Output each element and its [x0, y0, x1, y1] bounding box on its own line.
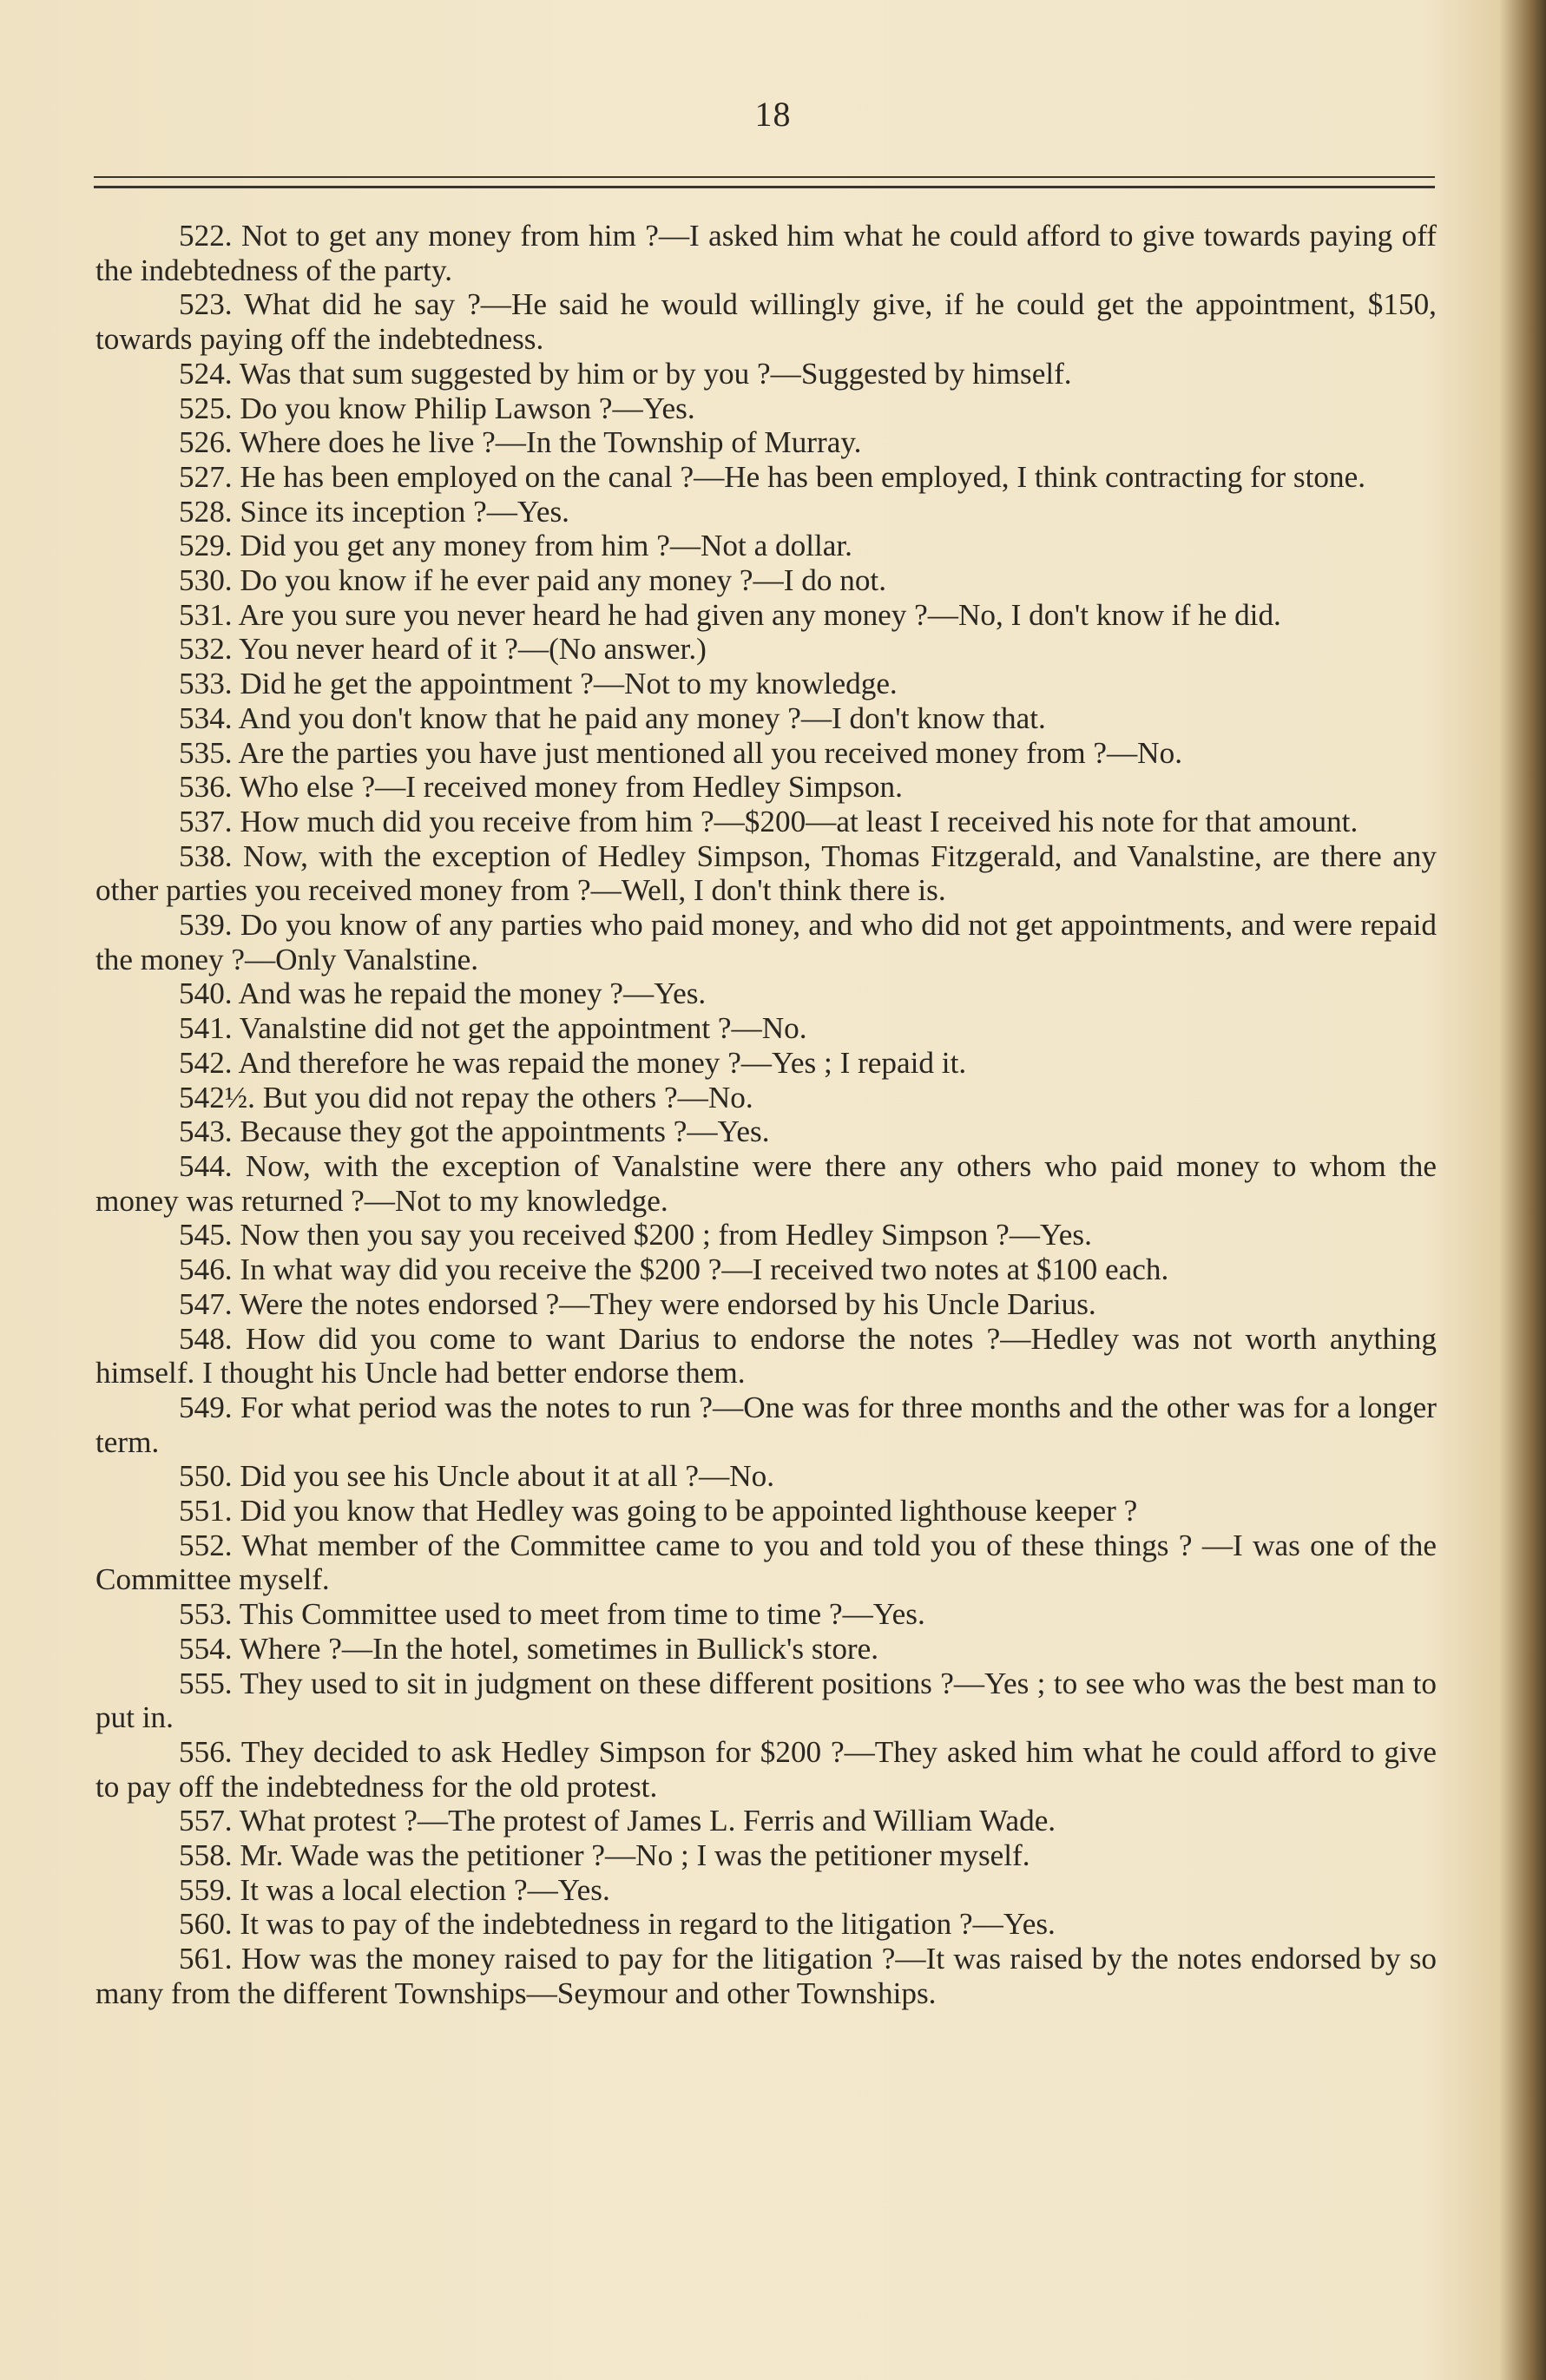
question-text: Do you know if he ever paid any money ?—I do not. [240, 563, 886, 598]
question-number: 543. [179, 1114, 233, 1149]
question-text: How was the money raised to pay for the litigation ?—It was raised by the notes endorsed by so many from the different Townships—Seymour and other Townships. [95, 1942, 1437, 2010]
testimony-paragraph [95, 1046, 1437, 1081]
question-number: 531. [179, 597, 233, 632]
testimony-paragraph [95, 1804, 1437, 1838]
question-number: 553. [179, 1597, 233, 1632]
testimony-paragraph [95, 1529, 1437, 1597]
testimony-paragraph [95, 357, 1437, 391]
question-text: Where ?—In the hotel, sometimes in Bullick's store. [239, 1631, 879, 1666]
question-number: 535. [179, 735, 233, 770]
question-text: Who else ?—I received money from Hedley Simpson. [239, 770, 903, 805]
question-text: How much did you receive from him ?—$200—at least I received his note for that amount. [240, 804, 1359, 838]
question-number: 557. [179, 1804, 233, 1838]
testimony-paragraph [95, 839, 1437, 908]
question-text: Vanalstine did not get the appointment ?—No. [239, 1011, 807, 1046]
question-number: 545. [179, 1218, 233, 1252]
testimony-paragraph [95, 1459, 1437, 1494]
question-number: 528. [179, 494, 233, 529]
question-text: They decided to ask Hedley Simpson for $200 ?—They asked him what he could afford to give to pay off the indebtedness for the old protest. [95, 1734, 1437, 1804]
question-number: 548. [179, 1321, 233, 1356]
testimony-paragraph [95, 1597, 1437, 1632]
question-text: You never heard of it ?—(No answer.) [239, 632, 707, 667]
question-number: 538. [179, 838, 233, 873]
question-number: 544. [179, 1148, 233, 1183]
question-text: What did he say ?—He said he would willingly give, if he could get the appointment, $150, towards paying off the indebtedness. [95, 287, 1437, 357]
testimony-paragraph [95, 667, 1437, 701]
testimony-paragraph [95, 563, 1437, 598]
testimony-paragraph [95, 495, 1437, 529]
question-text: How did you come to want Darius to endorse the notes ?—Hedley was not worth anything himself. I thought his Uncle had better endorse them. [95, 1321, 1437, 1391]
question-number: 552. [179, 1528, 233, 1562]
question-number: 551. [179, 1494, 233, 1529]
question-text: This Committee used to meet from time to time ?—Yes. [239, 1597, 925, 1632]
question-number: 525. [179, 391, 233, 425]
question-number: 550. [179, 1459, 233, 1494]
testimony-paragraph [95, 1942, 1437, 2010]
testimony-paragraph [95, 1838, 1437, 1873]
question-text: Mr. Wade was the petitioner ?—No ; I was the petitioner myself. [240, 1838, 1030, 1873]
question-number: 555. [179, 1666, 233, 1700]
question-number: 560. [179, 1907, 233, 1942]
testimony-paragraph [95, 1391, 1437, 1459]
header-rule-top [94, 176, 1435, 178]
question-number: 539. [179, 908, 233, 943]
question-text: Did you know that Hedley was going to be appointed lighthouse keeper ? [240, 1494, 1138, 1529]
question-number: 558. [179, 1838, 233, 1873]
question-number: 534. [179, 700, 233, 735]
question-text: Now, with the exception of Vanalstine were there any others who paid money to whom the money was returned ?—Not to my knowledge. [95, 1148, 1437, 1218]
testimony-paragraph [95, 1494, 1437, 1529]
testimony-paragraph [95, 770, 1437, 805]
question-text: Did you see his Uncle about it at all ?—No. [240, 1459, 775, 1494]
question-text: And you don't know that he paid any money ?—I don't know that. [238, 700, 1046, 735]
testimony-paragraph [95, 287, 1437, 356]
question-text: Did he get the appointment ?—Not to my knowledge. [240, 667, 898, 701]
testimony-paragraph [95, 908, 1437, 976]
question-text: Where does he live ?—In the Township of Murray. [239, 425, 862, 460]
question-text: Because they got the appointments ?—Yes. [240, 1114, 770, 1149]
question-number: 542. [179, 1045, 233, 1080]
question-text: In what way did you receive the $200 ?—I received two notes at $100 each. [240, 1252, 1169, 1287]
question-number: 526. [179, 425, 233, 460]
question-text: Do you know Philip Lawson ?—Yes. [240, 391, 695, 425]
question-text: Not to get any money from him ?—I asked him what he could afford to give towards paying off the indebtedness of the party. [95, 219, 1437, 287]
testimony-paragraph [95, 805, 1437, 839]
question-text: Now, with the exception of Hedley Simpson, Thomas Fitzgerald, and Vanalstine, are there any other parties you received money from ?—Well, I don't think there is. [95, 838, 1437, 908]
question-number: 556. [179, 1734, 233, 1769]
question-number: 524. [179, 356, 233, 391]
testimony-paragraph [95, 391, 1437, 426]
question-number: 547. [179, 1286, 233, 1321]
testimony-paragraph [95, 1873, 1437, 1908]
question-text: Are you sure you never heard he had given any money ?—No, I don't know if he did. [238, 597, 1281, 632]
testimony-paragraph [95, 1322, 1437, 1391]
question-number: 541. [179, 1011, 233, 1046]
question-number: 530. [179, 563, 233, 598]
question-text: What protest ?—The protest of James L. Ferris and William Wade. [239, 1804, 1056, 1838]
question-text: Since its inception ?—Yes. [240, 494, 569, 529]
testimony-paragraph [95, 1149, 1437, 1218]
question-text: What member of the Committee came to you and told you of these things ? —I was one of the Committee myself. [95, 1528, 1437, 1597]
question-text: And therefore he was repaid the money ?—Yes ; I repaid it. [238, 1045, 967, 1080]
testimony-text [95, 219, 1437, 2011]
question-text: He has been employed on the canal ?—He has been employed, I think contracting for stone. [240, 459, 1365, 494]
testimony-paragraph [95, 1252, 1437, 1287]
question-number: 561. [179, 1942, 233, 1976]
question-text: Now then you say you received $200 ; from Hedley Simpson ?—Yes. [240, 1218, 1092, 1252]
testimony-paragraph [95, 529, 1437, 563]
question-number: 522. [179, 219, 233, 253]
question-number: 533. [179, 667, 233, 701]
question-number: 546. [179, 1252, 233, 1287]
question-text: Do you know of any parties who paid money, and who did not get appointments, and were repaid the money ?—Only Vanalstine. [95, 908, 1437, 976]
testimony-paragraph [95, 425, 1437, 460]
question-number: 537. [179, 804, 233, 838]
testimony-paragraph [95, 632, 1437, 667]
question-number: 532. [179, 632, 233, 667]
testimony-paragraph [95, 1114, 1437, 1149]
question-text: Are the parties you have just mentioned all you received money from ?—No. [238, 735, 1182, 770]
question-number: 559. [179, 1872, 233, 1907]
question-text: It was a local election ?—Yes. [240, 1872, 610, 1907]
question-text: They used to sit in judgment on these different positions ?—Yes ; to see who was the best man to put in. [95, 1666, 1437, 1735]
testimony-paragraph [95, 598, 1437, 633]
testimony-paragraph [95, 1218, 1437, 1252]
testimony-paragraph [95, 976, 1437, 1011]
testimony-paragraph [95, 1011, 1437, 1046]
question-number: 542½. [179, 1080, 255, 1114]
question-text: Did you get any money from him ?—Not a dollar. [240, 529, 852, 563]
question-text: Were the notes endorsed ?—They were endorsed by his Uncle Darius. [239, 1286, 1096, 1321]
testimony-paragraph [95, 219, 1437, 287]
question-text: Was that sum suggested by him or by you ?—Suggested by himself. [239, 356, 1072, 391]
testimony-paragraph [95, 1081, 1437, 1115]
testimony-paragraph [95, 1287, 1437, 1322]
question-number: 536. [179, 770, 233, 805]
question-text: But you did not repay the others ?—No. [262, 1080, 753, 1114]
header-rule-bottom [94, 186, 1435, 188]
question-number: 527. [179, 459, 233, 494]
page-number: 18 [754, 95, 792, 134]
testimony-paragraph [95, 460, 1437, 495]
testimony-paragraph [95, 1735, 1437, 1804]
question-number: 523. [179, 287, 233, 322]
testimony-paragraph [95, 736, 1437, 771]
question-text: It was to pay of the indebtedness in regard to the litigation ?—Yes. [240, 1907, 1056, 1942]
question-number: 549. [179, 1390, 233, 1424]
question-number: 529. [179, 529, 233, 563]
question-number: 540. [179, 976, 233, 1011]
question-number: 554. [179, 1631, 233, 1666]
question-text: For what period was the notes to run ?—One was for three months and the other was for a longer term. [95, 1390, 1437, 1459]
testimony-paragraph [95, 1632, 1437, 1667]
question-text: And was he repaid the money ?—Yes. [238, 976, 707, 1011]
testimony-paragraph [95, 701, 1437, 736]
testimony-paragraph [95, 1667, 1437, 1735]
testimony-paragraph [95, 1907, 1437, 1942]
